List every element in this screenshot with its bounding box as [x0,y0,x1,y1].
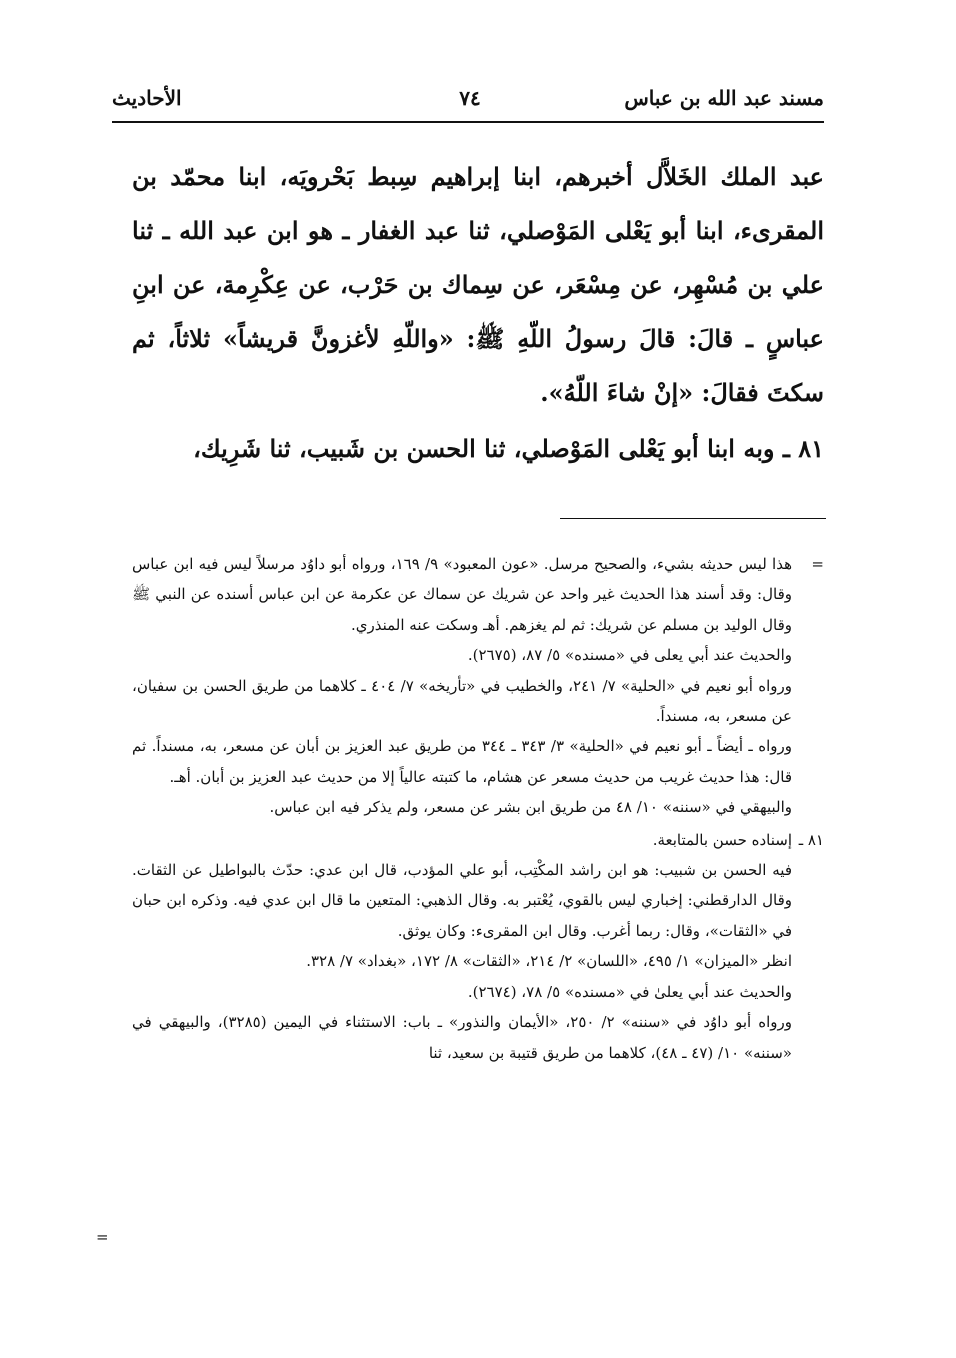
hadith-paragraph: عبد الملك الخَلاَّل أخبرهم، ابنا إبراهيم سِبط بَحْرويَه، ابنا محمّد بن المقرىء، ابنا أبو يَعْلى المَوْصلي، ثنا عبد الغفار ـ هو ابن عبد الله ـ ثنا علي بن مُسْهِر، عن مِسْعَر، عن سِماك بن حَرْب، عن عِكْرِمة، عن ابنِ عباسٍ ـ قالَ: قالَ رسولُ اللّهِ ﷺ: «واللّهِ لأغزونَّ قريشاً» ثلاثاً، ثم سكتَ فقالَ: «إنْ شاءَ اللّهُ». [132,162,824,407]
continuation-marker: = [811,555,824,573]
main-text [132,150,824,476]
footnotes [132,549,824,1068]
footnote-paragraph: فيه الحسن بن شبيب: هو ابن راشد المكْتِب، أبو علي المؤدب، قال ابن عدي: حدّث بالبواطيل عن الثقات. وقال الدارقطني: إخباري ليس بالقوي، يُعْتبر به. وقال الذهبي: المتعين ما قال ابن عدي فيه. وذكره ابن حبان في «الثقات»، وقال: ربما أغرب. وقال ابن المقرىء: وكان يوثق. [132,861,792,940]
footnote-paragraph: هذا ليس حديثه بشيء، والصحيح مرسل. «عون المعبود» ٩/ ١٦٩، ورواه أبو داوُد مرسلاً ليس فيه ابن عباس وقال: وقد أسند هذا الحديث غير واحد عن شريك عن سماك عن عكرمة عن ابن عباس أسنده عن النبي ﷺ وقال الوليد بن مسلم عن شريك: ثم لم يغزهم. أهـ وسكت عنه المنذري. [132,555,792,634]
page-number: ٧٤ [459,86,481,110]
running-head-title: مسند عبد الله بن عباس [624,86,824,110]
hadith-81-lead: ٨١ ـ وبه ابنا أبو يَعْلى المَوْصلي، ثنا الحسن بن شَبيب، ثنا شَرِيك، [193,434,824,463]
footnote-heading: إسناده حسن بالمتابعة. [652,830,792,849]
footnote-81 [132,825,824,1068]
footnote-paragraph: والحديث عند أبي يعلى في «مسنده» ٥/ ٨٧، (٢٦٧٥). [467,646,792,665]
footnote-paragraph: ورواه أبو داوُد في «سننه» ٢/ ٢٥٠، «الأيمان والنذور» ـ باب: الاستثناء في اليمين (٣٢٨٥)، والبيهقي في «سننه» ١٠/ (٤٧ ـ ٤٨)، كلاهما من طريق قتيبة بن سعيد، ثنا [132,1013,792,1062]
footnote-number: ٨١ ـ [798,830,824,849]
footnote-paragraph: ورواه أبو نعيم في «الحلية» ٧/ ٢٤١، والخطيب في «تأريخه» ٧/ ٤٠٤ ـ كلاهما من طريق الحسن بن سفيان، عن مسعر، به، مسنداً. [132,676,792,726]
footnote-paragraph: انظر «الميزان» ١/ ٤٩٥، «اللسان» ٢/ ٢١٤، «الثقات» ٨/ ١٧٢، «بغداد» ٧/ ٣٢٨. [306,952,792,971]
footnote-paragraph: والحديث عند أبي يعلىٰ في «مسنده» ٥/ ٧٨، (٢٦٧٤). [467,982,792,1001]
running-head-section: الأحاديث [112,86,182,110]
footnote-separator [560,518,826,519]
footnote-continued [132,549,824,823]
header-rule [112,121,824,123]
continues-marker: = [96,1228,109,1246]
footnote-paragraph: والبيهقي في «سننه» ١٠/ ٤٨ من طريق ابن بشر عن مسعر، ولم يذكر فيه ابن عباس. [269,798,792,817]
footnote-paragraph: ورواه ـ أيضاً ـ أبو نعيم في «الحلية» ٣/ ٣٤٣ ـ ٣٤٤ من طريق عبد العزيز بن أبان عن مسعر، به، مسنداً. ثم قال: هذا حديث غريب من حديث مسعر عن هشام، ما كتبته عالياً إلا من حديث عبد العزيز بن أبان. أهـ. [132,737,793,786]
